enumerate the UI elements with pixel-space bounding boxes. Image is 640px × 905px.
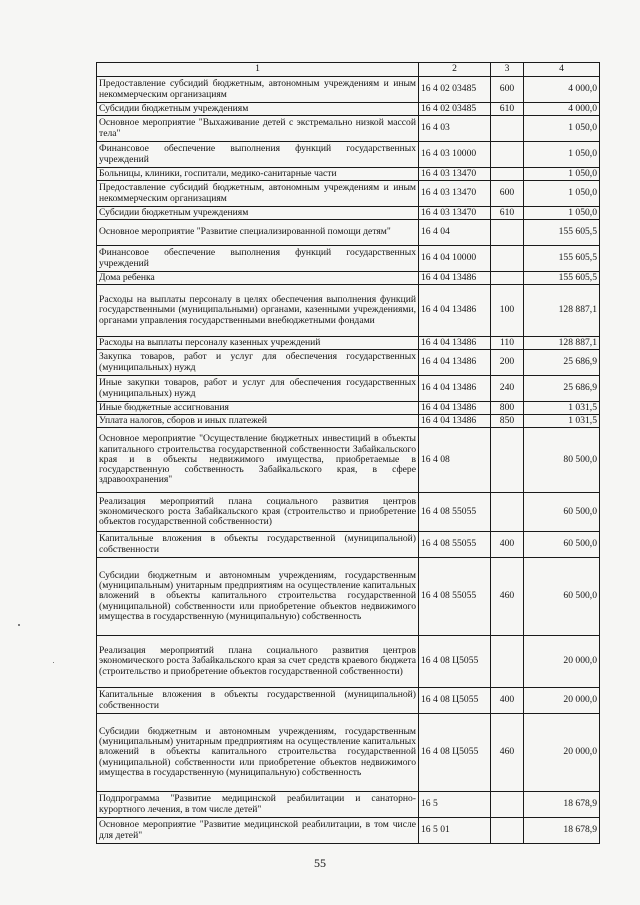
- row-description: Субсидии бюджетным и автономным учреждениям, государственным (муниципальным) унитарным предприятиям на осуществление капитальных вложений в объекты капитального строительства государственной (муниципальной) собственности или приобретение объектов недвижимого имущества в государственную (муниципальную) собственность: [97, 714, 419, 792]
- row-expense-type: 200: [491, 350, 524, 376]
- row-description: Субсидии бюджетным учреждениям: [97, 103, 419, 116]
- row-description: Капитальные вложения в объекты государственной (муниципальной) собственности: [97, 532, 419, 558]
- row-expense-type: 110: [491, 337, 524, 350]
- row-expense-type: [491, 792, 524, 818]
- row-description: Субсидии бюджетным учреждениям: [97, 207, 419, 220]
- budget-table: [96, 62, 600, 844]
- row-description: Реализация мероприятий плана социального развития центров экономического роста Забайкальского края за счет средств краевого бюджета (строительство и приобретение объектов государственной собственности): [97, 636, 419, 688]
- row-amount: 128 887,1: [524, 337, 600, 350]
- row-expense-type: [491, 220, 524, 246]
- row-expense-type: [491, 272, 524, 285]
- row-description: Расходы на выплаты персоналу в целях обеспечения выполнения функций государственными (муниципальными) органами, казенными учреждениями, органами управления государственными внебюджетными фондами: [97, 285, 419, 337]
- row-description: Предоставление субсидий бюджетным, автономным учреждениям и иным некоммерческим организациям: [97, 77, 419, 103]
- row-amount: 1 031,5: [524, 402, 600, 415]
- row-description: Предоставление субсидий бюджетным, автономным учреждениям и иным некоммерческим организациям: [97, 181, 419, 207]
- table-row: [97, 636, 600, 688]
- table-row: [97, 181, 600, 207]
- row-expense-type: 400: [491, 532, 524, 558]
- row-amount: 20 000,0: [524, 688, 600, 714]
- row-description: Основное мероприятие "Развитие медицинской реабилитации, в том числе для детей": [97, 818, 419, 844]
- table-row: [97, 116, 600, 142]
- row-description: Дома ребенка: [97, 272, 419, 285]
- row-code: 16 4 08 55055: [419, 493, 491, 532]
- table-row: [97, 142, 600, 168]
- row-amount: 4 000,0: [524, 103, 600, 116]
- row-expense-type: [491, 493, 524, 532]
- header-col-4: 4: [524, 63, 600, 77]
- table-row: [97, 77, 600, 103]
- row-amount: 155 605,5: [524, 272, 600, 285]
- scan-speck: [53, 662, 54, 663]
- table-row: [97, 285, 600, 337]
- row-description: Иные закупки товаров, работ и услуг для обеспечения государственных (муниципальных) нужд: [97, 376, 419, 402]
- row-amount: 60 500,0: [524, 493, 600, 532]
- table-row: [97, 376, 600, 402]
- row-code: 16 4 08: [419, 428, 491, 493]
- row-description: Иные бюджетные ассигнования: [97, 402, 419, 415]
- table-row: [97, 532, 600, 558]
- table-row: [97, 246, 600, 272]
- row-description: Основное мероприятие "Развитие специализированной помощи детям": [97, 220, 419, 246]
- row-description: Закупка товаров, работ и услуг для обеспечения государственных (муниципальных) нужд: [97, 350, 419, 376]
- row-expense-type: 400: [491, 688, 524, 714]
- header-col-3: 3: [491, 63, 524, 77]
- row-amount: 18 678,9: [524, 818, 600, 844]
- table-row: [97, 714, 600, 792]
- page-number: 55: [314, 856, 326, 870]
- row-amount: 128 887,1: [524, 285, 600, 337]
- row-expense-type: [491, 818, 524, 844]
- row-description: Субсидии бюджетным и автономным учреждениям, государственным (муниципальным) унитарным предприятиям на осуществление капитальных вложений в объекты капитального строительства государственной (муниципальной) собственности или приобретение объектов недвижимого имущества в государственную (муниципальную) собственность: [97, 558, 419, 636]
- row-expense-type: 850: [491, 415, 524, 428]
- row-code: 16 4 02 03485: [419, 77, 491, 103]
- row-expense-type: 100: [491, 285, 524, 337]
- row-code: 16 4 04 13486: [419, 376, 491, 402]
- row-amount: 1 050,0: [524, 207, 600, 220]
- table-row: [97, 415, 600, 428]
- row-amount: 1 050,0: [524, 142, 600, 168]
- row-expense-type: 610: [491, 103, 524, 116]
- header-row: [97, 63, 600, 77]
- row-code: 16 4 08 Ц5055: [419, 714, 491, 792]
- row-amount: 155 605,5: [524, 220, 600, 246]
- row-expense-type: 460: [491, 714, 524, 792]
- row-expense-type: [491, 116, 524, 142]
- row-expense-type: 800: [491, 402, 524, 415]
- table-row: [97, 818, 600, 844]
- row-expense-type: [491, 636, 524, 688]
- row-code: 16 4 08 Ц5055: [419, 636, 491, 688]
- row-description: Финансовое обеспечение выполнения функций государственных учреждений: [97, 246, 419, 272]
- row-code: 16 4 08 55055: [419, 532, 491, 558]
- row-description: Реализация мероприятий плана социального развития центров экономического роста Забайкальского края (строительство и приобретение объектов государственной собственности): [97, 493, 419, 532]
- row-description: Основное мероприятие "Осуществление бюджетных инвестиций в объекты капитального строительства государственной собственности Забайкальского края и в объекты недвижимого имущества, приобретаемые в государственную собственность Забайкальского края, в сфере здравоохранения": [97, 428, 419, 493]
- header-col-2: 2: [419, 63, 491, 77]
- row-code: 16 4 04 13486: [419, 272, 491, 285]
- scan-speck: [18, 624, 20, 626]
- row-description: Подпрограмма "Развитие медицинской реабилитации и санаторно-курортного лечения, в том числе детей": [97, 792, 419, 818]
- row-amount: 20 000,0: [524, 636, 600, 688]
- row-description: Расходы на выплаты персоналу казенных учреждений: [97, 337, 419, 350]
- table-row: [97, 493, 600, 532]
- row-expense-type: [491, 168, 524, 181]
- row-amount: 25 686,9: [524, 376, 600, 402]
- row-expense-type: 240: [491, 376, 524, 402]
- row-expense-type: [491, 246, 524, 272]
- row-code: 16 5 01: [419, 818, 491, 844]
- row-description: Капитальные вложения в объекты государственной (муниципальной) собственности: [97, 688, 419, 714]
- table-row: [97, 688, 600, 714]
- row-amount: 18 678,9: [524, 792, 600, 818]
- row-amount: 1 050,0: [524, 168, 600, 181]
- row-description: Основное мероприятие "Выхаживание детей с экстремально низкой массой тела": [97, 116, 419, 142]
- row-amount: 155 605,5: [524, 246, 600, 272]
- table-body: [97, 77, 600, 844]
- header-col-1: 1: [97, 63, 419, 77]
- row-code: 16 4 04 13486: [419, 350, 491, 376]
- row-code: 16 4 04 13486: [419, 402, 491, 415]
- row-amount: 80 500,0: [524, 428, 600, 493]
- table-row: [97, 337, 600, 350]
- row-description: Финансовое обеспечение выполнения функций государственных учреждений: [97, 142, 419, 168]
- row-amount: 20 000,0: [524, 714, 600, 792]
- row-amount: 1 050,0: [524, 181, 600, 207]
- table-row: [97, 103, 600, 116]
- row-code: 16 4 04 10000: [419, 246, 491, 272]
- table-row: [97, 168, 600, 181]
- row-expense-type: 600: [491, 77, 524, 103]
- table-row: [97, 558, 600, 636]
- row-amount: 60 500,0: [524, 532, 600, 558]
- row-expense-type: [491, 142, 524, 168]
- row-description: Уплата налогов, сборов и иных платежей: [97, 415, 419, 428]
- row-amount: 60 500,0: [524, 558, 600, 636]
- table-row: [97, 207, 600, 220]
- row-code: 16 4 04 13486: [419, 285, 491, 337]
- row-code: 16 4 03 13470: [419, 181, 491, 207]
- table-row: [97, 428, 600, 493]
- row-expense-type: [491, 428, 524, 493]
- table-row: [97, 350, 600, 376]
- row-code: 16 4 03 13470: [419, 207, 491, 220]
- row-code: 16 4 02 03485: [419, 103, 491, 116]
- table-row: [97, 402, 600, 415]
- table-row: [97, 272, 600, 285]
- row-description: Больницы, клиники, госпитали, медико-санитарные части: [97, 168, 419, 181]
- row-code: 16 4 04 13486: [419, 415, 491, 428]
- table-row: [97, 792, 600, 818]
- row-code: 16 5: [419, 792, 491, 818]
- row-expense-type: 460: [491, 558, 524, 636]
- row-code: 16 4 03 10000: [419, 142, 491, 168]
- row-expense-type: 600: [491, 181, 524, 207]
- row-code: 16 4 03 13470: [419, 168, 491, 181]
- row-amount: 25 686,9: [524, 350, 600, 376]
- row-code: 16 4 03: [419, 116, 491, 142]
- row-amount: 1 031,5: [524, 415, 600, 428]
- table-row: [97, 220, 600, 246]
- row-expense-type: 610: [491, 207, 524, 220]
- row-code: 16 4 04: [419, 220, 491, 246]
- row-amount: 4 000,0: [524, 77, 600, 103]
- row-code: 16 4 08 55055: [419, 558, 491, 636]
- row-amount: 1 050,0: [524, 116, 600, 142]
- row-code: 16 4 08 Ц5055: [419, 688, 491, 714]
- row-code: 16 4 04 13486: [419, 337, 491, 350]
